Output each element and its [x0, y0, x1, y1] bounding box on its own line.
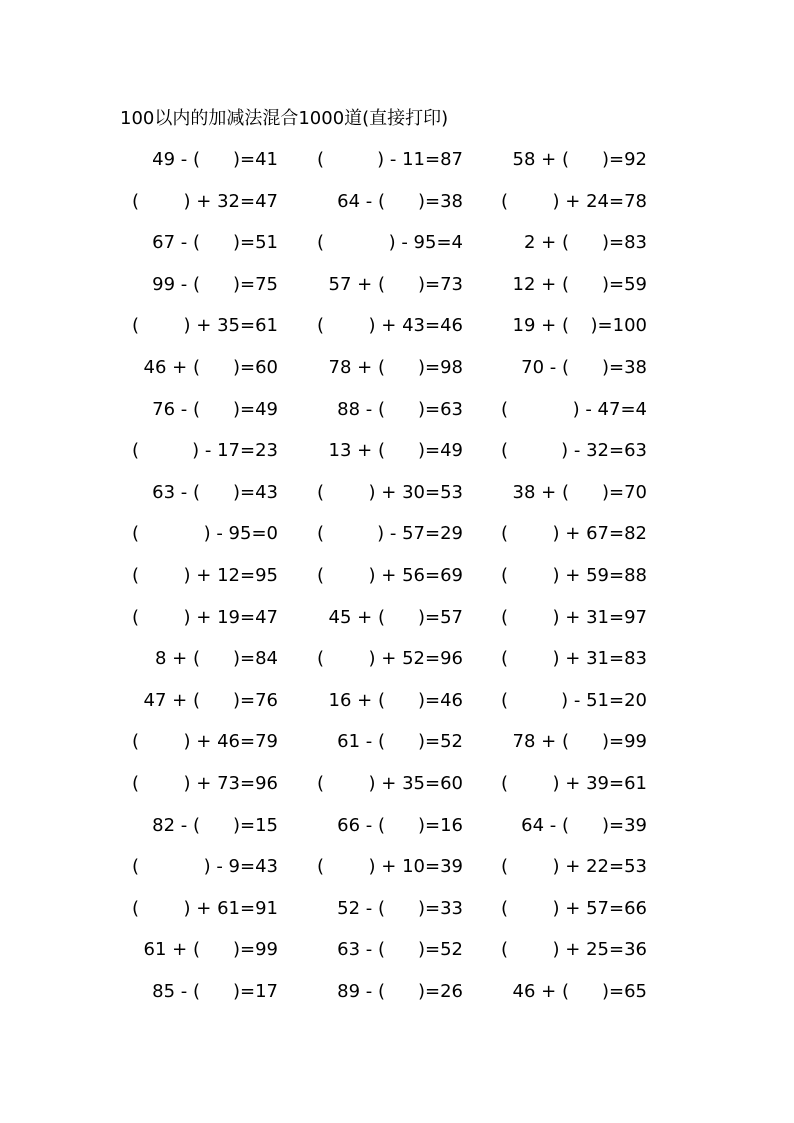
problem-item — [128, 895, 278, 923]
problem-item — [313, 936, 463, 964]
problem-item — [313, 479, 463, 507]
problem-item — [313, 604, 463, 632]
problem-left-part: 46 + ( — [512, 980, 569, 1002]
problem-item — [313, 520, 463, 548]
problem-item — [313, 895, 463, 923]
problem-right-part: )=99 — [601, 731, 647, 753]
problem-item — [497, 936, 647, 964]
problem-item — [128, 936, 278, 964]
problem-right-part: )=75 — [232, 273, 278, 295]
problem-right-part: )=70 — [601, 481, 647, 503]
problem-left-part: 61 + ( — [143, 939, 200, 961]
problem-right-part: )=51 — [232, 232, 278, 254]
problem-item — [128, 354, 278, 382]
problem-left-part: ( — [317, 315, 325, 337]
problem-left-part: 64 - ( — [337, 190, 385, 212]
problem-row — [0, 520, 794, 562]
problem-left-part: ( — [501, 606, 509, 628]
problem-left-part: ( — [317, 648, 325, 670]
problem-item — [313, 978, 463, 1006]
problem-left-part: ( — [132, 897, 140, 919]
problem-left-part: 61 - ( — [337, 731, 385, 753]
problem-right-part: )=52 — [417, 731, 463, 753]
problem-right-part: ) + 56=69 — [368, 564, 463, 586]
problem-left-part: 67 - ( — [152, 232, 200, 254]
problem-left-part: ( — [317, 772, 325, 794]
problem-left-part: ( — [317, 232, 325, 254]
problem-right-part: ) + 31=83 — [552, 648, 647, 670]
problem-right-part: ) - 11=87 — [377, 149, 463, 170]
problem-item — [313, 146, 463, 174]
problem-right-part: ) - 32=63 — [561, 440, 647, 462]
problem-left-part: ( — [132, 772, 140, 794]
problem-row — [0, 188, 794, 230]
problem-right-part: )=16 — [417, 814, 463, 836]
problem-right-part: )=59 — [601, 273, 647, 295]
problem-item — [313, 354, 463, 382]
problem-left-part: 2 + ( — [524, 232, 569, 254]
problem-item — [128, 770, 278, 798]
problem-left-part: ( — [501, 939, 509, 961]
problem-left-part: 70 - ( — [521, 356, 569, 378]
problem-item — [497, 562, 647, 590]
problem-left-part: ( — [501, 689, 509, 711]
problem-item — [128, 271, 278, 299]
problem-item — [313, 562, 463, 590]
problem-left-part: 78 + ( — [512, 731, 569, 753]
problem-left-part: 16 + ( — [328, 689, 385, 711]
problem-left-part: ( — [317, 523, 325, 545]
problem-row — [0, 687, 794, 729]
problem-item — [128, 396, 278, 424]
problem-right-part: )=84 — [232, 648, 278, 670]
problem-left-part: 76 - ( — [152, 398, 200, 420]
problem-right-part: )=17 — [232, 980, 278, 1002]
problem-row — [0, 229, 794, 271]
problem-left-part: 12 + ( — [512, 273, 569, 295]
problem-left-part: 64 - ( — [521, 814, 569, 836]
problem-item — [497, 479, 647, 507]
problem-left-part: ( — [132, 606, 140, 628]
problem-left-part: ( — [132, 315, 140, 337]
problem-item — [497, 728, 647, 756]
problem-right-part: ) - 57=29 — [377, 523, 463, 545]
problem-item — [497, 645, 647, 673]
worksheet-title: 100以内的加减法混合1000道(直接打印) — [120, 108, 449, 129]
problem-right-part: )=99 — [232, 939, 278, 961]
problem-left-part: ( — [317, 481, 325, 503]
problem-item — [128, 146, 278, 174]
problem-left-part: 38 + ( — [512, 481, 569, 503]
problem-right-part: ) + 30=53 — [368, 481, 463, 503]
problem-left-part: 63 - ( — [152, 481, 200, 503]
problem-row — [0, 604, 794, 646]
problem-left-part: ( — [501, 856, 509, 878]
problem-right-part: ) - 95=0 — [203, 523, 278, 545]
problem-item — [497, 229, 647, 257]
problem-item — [497, 271, 647, 299]
problem-right-part: )=33 — [417, 897, 463, 919]
problem-left-part: ( — [317, 564, 325, 586]
problem-left-part: 89 - ( — [337, 980, 385, 1002]
problem-left-part: 45 + ( — [328, 606, 385, 628]
problem-right-part: )=92 — [601, 149, 647, 170]
problem-item — [497, 396, 647, 424]
problem-left-part: ( — [317, 149, 325, 170]
problem-left-part: ( — [501, 190, 509, 212]
problem-right-part: )=76 — [232, 689, 278, 711]
problem-item — [128, 604, 278, 632]
problem-right-part: )=52 — [417, 939, 463, 961]
problem-item — [128, 520, 278, 548]
problem-row — [0, 437, 794, 479]
problem-left-part: ( — [501, 648, 509, 670]
problem-left-part: ( — [501, 772, 509, 794]
problem-right-part: ) - 95=4 — [388, 232, 463, 254]
problem-right-part: )=15 — [232, 814, 278, 836]
problem-left-part: ( — [501, 897, 509, 919]
problem-right-part: )=49 — [232, 398, 278, 420]
problem-item — [313, 396, 463, 424]
problem-row — [0, 853, 794, 895]
problem-left-part: ( — [132, 564, 140, 586]
problem-left-part: ( — [132, 190, 140, 212]
problem-item — [128, 229, 278, 257]
problem-row — [0, 146, 794, 188]
problem-right-part: ) + 24=78 — [552, 190, 647, 212]
problem-item — [128, 853, 278, 881]
problem-right-part: )=49 — [417, 440, 463, 462]
problem-right-part: )=98 — [417, 356, 463, 378]
problem-right-part: ) + 73=96 — [183, 772, 278, 794]
problem-item — [128, 188, 278, 216]
problem-right-part: ) + 35=61 — [183, 315, 278, 337]
problem-item — [497, 437, 647, 465]
problem-left-part: 82 - ( — [152, 814, 200, 836]
problem-right-part: ) + 61=91 — [183, 897, 278, 919]
problem-left-part: 52 - ( — [337, 897, 385, 919]
problem-right-part: )=83 — [601, 232, 647, 254]
problem-right-part: ) - 47=4 — [572, 398, 647, 420]
problem-item — [497, 853, 647, 881]
problem-row — [0, 812, 794, 854]
problem-item — [497, 978, 647, 1006]
problem-left-part: ( — [132, 856, 140, 878]
problem-right-part: ) + 22=53 — [552, 856, 647, 878]
problem-right-part: ) + 67=82 — [552, 523, 647, 545]
problem-right-part: ) + 35=60 — [368, 772, 463, 794]
problem-item — [497, 770, 647, 798]
problem-row — [0, 728, 794, 770]
problem-row — [0, 895, 794, 937]
problem-right-part: ) + 31=97 — [552, 606, 647, 628]
problem-item — [313, 188, 463, 216]
problem-left-part: 63 - ( — [337, 939, 385, 961]
problem-left-part: ( — [501, 523, 509, 545]
problem-grid — [0, 146, 794, 1019]
problem-left-part: 13 + ( — [328, 440, 385, 462]
problem-row — [0, 562, 794, 604]
problem-item — [313, 312, 463, 340]
problem-left-part: 8 + ( — [155, 648, 200, 670]
problem-item — [497, 604, 647, 632]
problem-item — [313, 687, 463, 715]
problem-left-part: 99 - ( — [152, 273, 200, 295]
problem-left-part: 57 + ( — [328, 273, 385, 295]
problem-item — [313, 853, 463, 881]
problem-right-part: )=100 — [590, 315, 647, 337]
problem-row — [0, 770, 794, 812]
problem-item — [128, 437, 278, 465]
problem-right-part: )=65 — [601, 980, 647, 1002]
problem-item — [497, 354, 647, 382]
problem-right-part: ) + 25=36 — [552, 939, 647, 961]
problem-item — [313, 229, 463, 257]
problem-right-part: ) + 46=79 — [183, 731, 278, 753]
problem-right-part: ) + 59=88 — [552, 564, 647, 586]
problem-row — [0, 312, 794, 354]
problem-item — [313, 437, 463, 465]
problem-item — [128, 812, 278, 840]
problem-item — [313, 645, 463, 673]
problem-row — [0, 396, 794, 438]
problem-right-part: )=46 — [417, 689, 463, 711]
problem-right-part: ) + 43=46 — [368, 315, 463, 337]
problem-right-part: )=41 — [232, 149, 278, 170]
problem-right-part: )=38 — [417, 190, 463, 212]
problem-right-part: )=63 — [417, 398, 463, 420]
problem-row — [0, 645, 794, 687]
problem-item — [497, 146, 647, 174]
problem-row — [0, 978, 794, 1020]
problem-left-part: 46 + ( — [143, 356, 200, 378]
problem-right-part: )=26 — [417, 980, 463, 1002]
problem-right-part: )=57 — [417, 606, 463, 628]
problem-left-part: 58 + ( — [512, 149, 569, 170]
problem-row — [0, 936, 794, 978]
problem-item — [128, 687, 278, 715]
problem-right-part: ) + 57=66 — [552, 897, 647, 919]
problem-right-part: ) + 19=47 — [183, 606, 278, 628]
problem-left-part: ( — [317, 856, 325, 878]
problem-right-part: ) + 10=39 — [368, 856, 463, 878]
problem-item — [497, 188, 647, 216]
problem-right-part: ) + 39=61 — [552, 772, 647, 794]
problem-left-part: 85 - ( — [152, 980, 200, 1002]
problem-right-part: )=39 — [601, 814, 647, 836]
problem-item — [497, 812, 647, 840]
problem-row — [0, 354, 794, 396]
problem-right-part: ) + 12=95 — [183, 564, 278, 586]
problem-item — [313, 812, 463, 840]
problem-row — [0, 271, 794, 313]
problem-left-part: 49 - ( — [152, 149, 200, 170]
problem-left-part: ( — [132, 731, 140, 753]
problem-right-part: ) + 52=96 — [368, 648, 463, 670]
problem-item — [128, 562, 278, 590]
problem-right-part: ) - 17=23 — [192, 440, 278, 462]
problem-left-part: 19 + ( — [512, 315, 569, 337]
problem-right-part: )=38 — [601, 356, 647, 378]
problem-left-part: 78 + ( — [328, 356, 385, 378]
problem-left-part: 47 + ( — [143, 689, 200, 711]
problem-right-part: ) - 51=20 — [561, 689, 647, 711]
problem-item — [313, 770, 463, 798]
problem-left-part: ( — [132, 523, 140, 545]
problem-left-part: ( — [501, 440, 509, 462]
problem-item — [497, 895, 647, 923]
problem-left-part: 88 - ( — [337, 398, 385, 420]
problem-item — [128, 312, 278, 340]
problem-left-part: ( — [132, 440, 140, 462]
problem-item — [497, 520, 647, 548]
problem-item — [313, 728, 463, 756]
problem-row — [0, 479, 794, 521]
problem-item — [497, 312, 647, 340]
problem-item — [313, 271, 463, 299]
problem-right-part: ) + 32=47 — [183, 190, 278, 212]
problem-left-part: ( — [501, 398, 509, 420]
problem-item — [128, 479, 278, 507]
problem-right-part: ) - 9=43 — [203, 856, 278, 878]
problem-item — [128, 728, 278, 756]
problem-left-part: 66 - ( — [337, 814, 385, 836]
problem-item — [128, 978, 278, 1006]
problem-right-part: )=43 — [232, 481, 278, 503]
problem-right-part: )=73 — [417, 273, 463, 295]
problem-item — [497, 687, 647, 715]
problem-right-part: )=60 — [232, 356, 278, 378]
problem-left-part: ( — [501, 564, 509, 586]
problem-item — [128, 645, 278, 673]
